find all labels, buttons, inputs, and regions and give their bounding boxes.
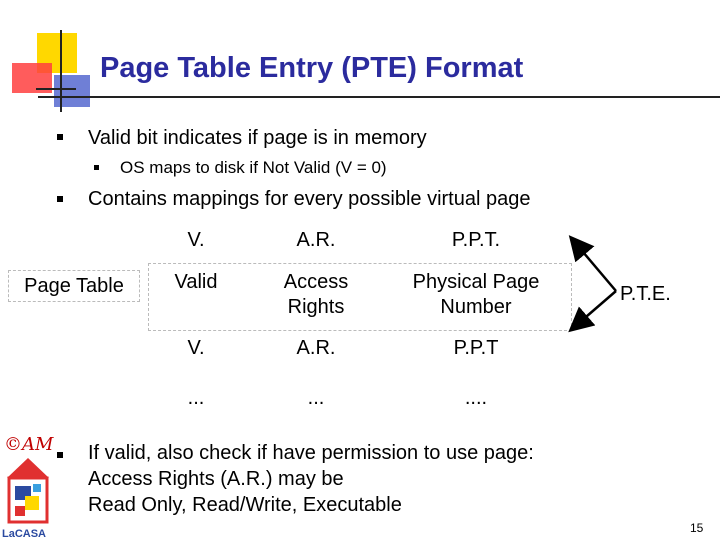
bullet-marker <box>57 452 63 458</box>
table-ellipsis-ppt: .... <box>464 387 488 409</box>
title-decoration-vline <box>60 30 62 112</box>
table-header-v: V. <box>187 229 205 251</box>
pte-label: P.T.E. <box>620 283 671 305</box>
bullet-marker <box>57 196 63 202</box>
table-row-ppt: P.P.T <box>453 337 499 359</box>
table-header-ppt: P.P.T. <box>451 229 501 251</box>
sub-bullet-os-maps: OS maps to disk if Not Valid (V = 0) <box>120 158 387 177</box>
pte-access-rights-line2: Rights <box>287 296 345 318</box>
bullet-access-rights: Access Rights (A.R.) may be <box>88 468 344 490</box>
title-decoration-hline-short <box>36 88 76 90</box>
bullet-read-write-exec: Read Only, Read/Write, Executable <box>88 494 402 516</box>
slide-title: Page Table Entry (PTE) Format <box>100 52 524 84</box>
table-row-v: V. <box>187 337 205 359</box>
pte-physical-page-line1: Physical Page <box>412 271 540 293</box>
table-ellipsis-ar: ... <box>307 387 325 409</box>
page-number: 15 <box>690 521 704 535</box>
bullet-valid-check: If valid, also check if have permission to use page: <box>88 442 534 464</box>
table-row-ar: A.R. <box>296 337 336 359</box>
title-underline <box>38 96 720 98</box>
bullet-mappings: Contains mappings for every possible virtual page <box>88 188 531 210</box>
sub-bullet-marker <box>94 165 99 170</box>
logo-lacasa-text: LaCASA <box>2 528 47 540</box>
table-header-ar: A.R. <box>296 229 336 251</box>
bullet-marker <box>57 134 63 140</box>
pte-arrows <box>560 225 620 340</box>
table-ellipsis-v: ... <box>187 387 205 409</box>
pte-access-rights-line1: Access <box>283 271 349 293</box>
page-table-label: Page Table <box>8 270 140 302</box>
bullet-valid-bit: Valid bit indicates if page is in memory <box>88 127 427 149</box>
pte-valid: Valid <box>174 271 218 293</box>
lacasa-logo-icon <box>5 456 51 526</box>
pte-physical-page-line2: Number <box>440 296 512 318</box>
logo-am-text: ©AM <box>4 434 54 455</box>
